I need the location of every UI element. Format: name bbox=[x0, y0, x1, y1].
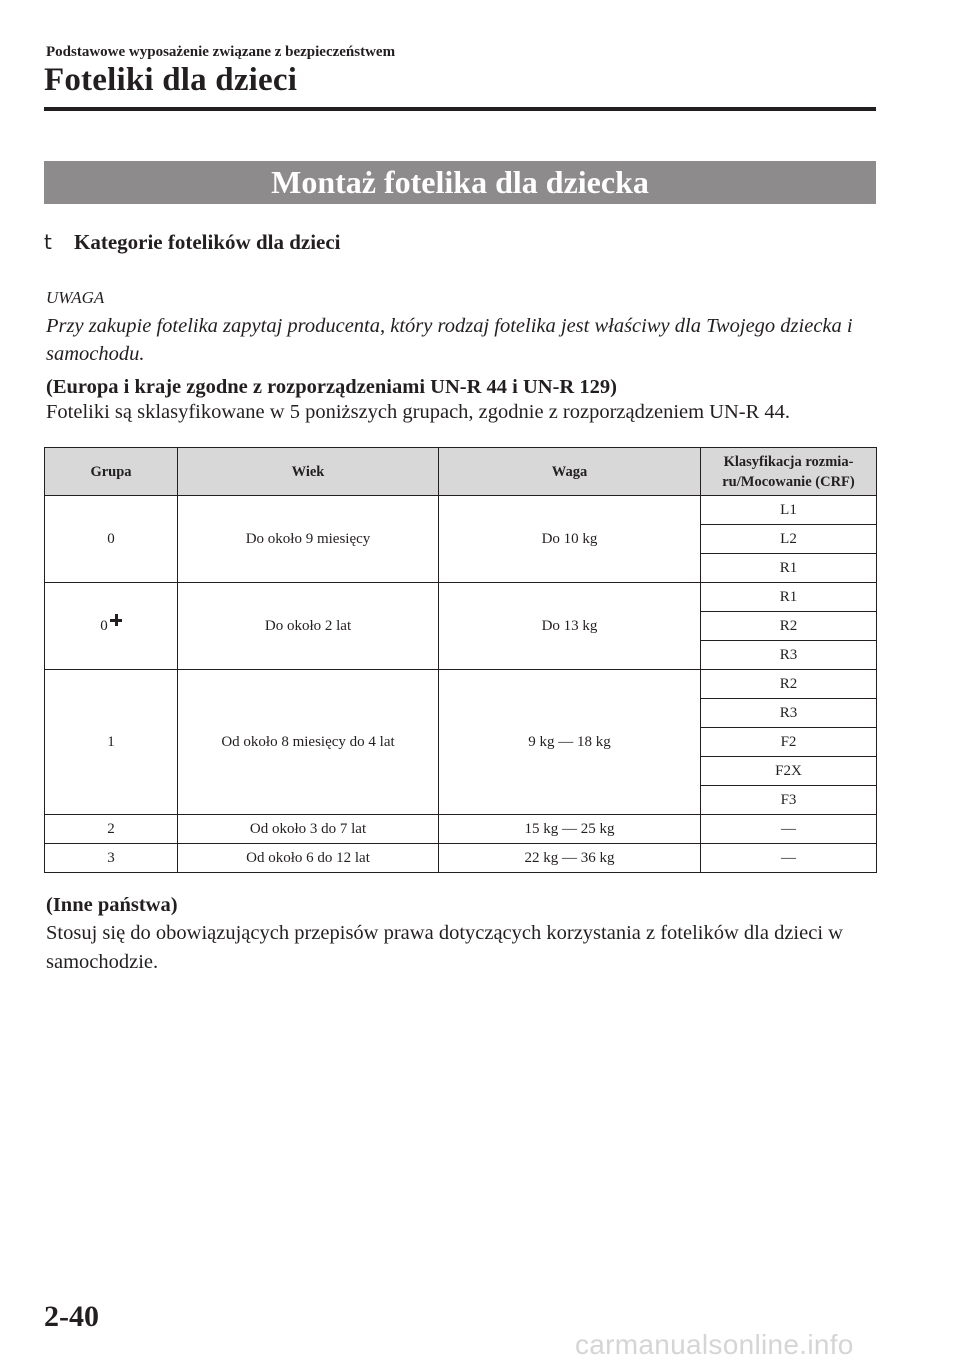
chapter-title: Foteliki dla dzieci bbox=[44, 62, 298, 98]
table-row bbox=[45, 583, 877, 612]
header-classification: Klasyfikacja rozmia-ru/Mocowanie (CRF) bbox=[701, 448, 877, 496]
table-row bbox=[45, 844, 877, 873]
age-cell: Od około 8 miesięcy do 4 lat bbox=[178, 670, 439, 815]
class-cell: F2 bbox=[701, 728, 877, 757]
table-row bbox=[45, 815, 877, 844]
watermark: carmanualsonline.info bbox=[575, 1329, 854, 1360]
weight-cell: 15 kg — 25 kg bbox=[439, 815, 701, 844]
header-weight: Waga bbox=[439, 448, 701, 496]
child-seat-table bbox=[44, 447, 877, 873]
header-group: Grupa bbox=[45, 448, 178, 496]
class-cell: — bbox=[701, 815, 877, 844]
age-cell: Do około 9 miesięcy bbox=[178, 496, 439, 583]
subheading: Kategorie fotelików dla dzieci bbox=[74, 230, 341, 254]
table-row bbox=[45, 670, 877, 699]
group-cell: 0 bbox=[45, 496, 178, 583]
class-cell: R3 bbox=[701, 699, 877, 728]
age-cell: Od około 3 do 7 lat bbox=[178, 815, 439, 844]
class-cell: R2 bbox=[701, 670, 877, 699]
group-cell: 3 bbox=[45, 844, 178, 873]
weight-cell: 9 kg — 18 kg bbox=[439, 670, 701, 815]
table-row bbox=[45, 496, 877, 525]
class-cell: R3 bbox=[701, 641, 877, 670]
class-cell: R2 bbox=[701, 612, 877, 641]
group-label: 0 bbox=[100, 617, 108, 634]
bullet-icon: t bbox=[44, 230, 52, 254]
europe-heading: (Europa i kraje zgodne z rozporządzeniami UN-R 44 i UN-R 129) bbox=[46, 376, 617, 398]
europe-text: Foteliki są sklasyfikowane w 5 poniższych grupach, zgodnie z rozporządzeniem UN-R 44. bbox=[46, 401, 791, 423]
class-cell: F2X bbox=[701, 757, 877, 786]
class-cell: — bbox=[701, 844, 877, 873]
other-countries-heading: (Inne państwa) bbox=[46, 894, 178, 916]
class-cell: R1 bbox=[701, 583, 877, 612]
group-cell bbox=[45, 583, 178, 670]
other-countries-text: Stosuj się do obowiązujących przepisów prawa dotyczących korzystania z fotelików dla dzieci w samochodzie. bbox=[46, 922, 843, 973]
header-age: Wiek bbox=[178, 448, 439, 496]
note-label: UWAGA bbox=[46, 288, 105, 307]
note-text: Przy zakupie fotelika zapytaj producenta, który rodzaj fotelika jest właściwy dla Twojego dziecka i samochodu. bbox=[46, 315, 853, 365]
class-cell: R1 bbox=[701, 554, 877, 583]
page-number: 2-40 bbox=[44, 1300, 99, 1333]
section-label: Podstawowe wyposażenie związane z bezpieczeństwem bbox=[46, 44, 396, 60]
weight-cell: Do 10 kg bbox=[439, 496, 701, 583]
weight-cell: Do 13 kg bbox=[439, 583, 701, 670]
class-cell: F3 bbox=[701, 786, 877, 815]
header-rule bbox=[44, 107, 876, 111]
age-cell: Od około 6 do 12 lat bbox=[178, 844, 439, 873]
group-cell: 2 bbox=[45, 815, 178, 844]
class-cell: L2 bbox=[701, 525, 877, 554]
weight-cell: 22 kg — 36 kg bbox=[439, 844, 701, 873]
age-cell: Do około 2 lat bbox=[178, 583, 439, 670]
class-cell: L1 bbox=[701, 496, 877, 525]
group-cell: 1 bbox=[45, 670, 178, 815]
plus-icon bbox=[110, 614, 122, 626]
section-banner: Montaż fotelika dla dziecka bbox=[44, 161, 876, 204]
